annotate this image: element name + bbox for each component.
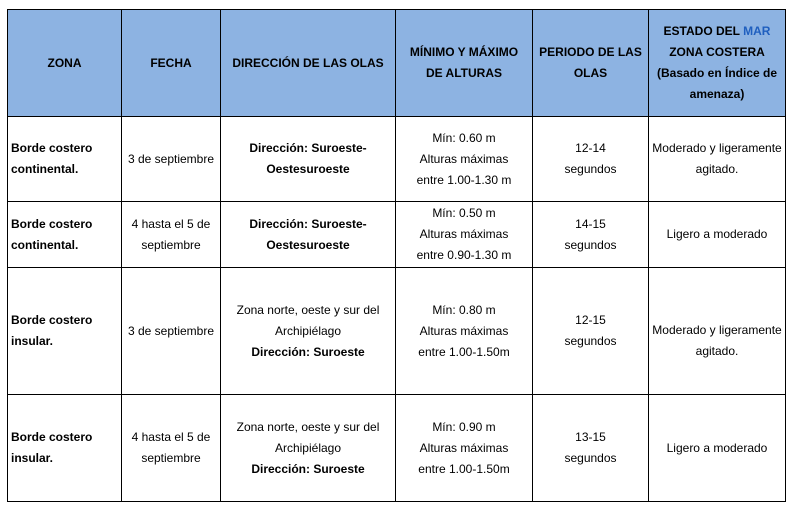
- header-estado-line1: [652, 21, 782, 42]
- alturas-line3: entre 1.00-1.50m: [418, 344, 510, 359]
- alturas-line2: Alturas máximas: [419, 227, 509, 241]
- zona-line2: insular.: [11, 451, 54, 465]
- periodo-cell: [533, 202, 649, 268]
- direccion-bold-line2: Oestesuroeste: [266, 162, 350, 176]
- header-alturas-line1: MÍNIMO Y MÁXIMO: [409, 45, 519, 59]
- direccion-line1: Zona norte, oeste y sur del: [236, 302, 380, 317]
- header-estado-accent: MAR: [743, 24, 771, 38]
- periodo-line2: segundos: [564, 237, 617, 252]
- direccion-bold-line2: Oestesuroeste: [266, 237, 350, 252]
- periodo-cell: [533, 117, 649, 202]
- estado-line1: Ligero a moderado: [666, 440, 768, 455]
- alturas-line2: Alturas máximas: [419, 323, 509, 338]
- direccion-cell: [221, 268, 396, 395]
- estado-line2: agitado.: [695, 162, 739, 176]
- estado-line1: Moderado y ligeramente: [652, 141, 782, 155]
- zona-line1: Borde costero: [11, 216, 93, 231]
- fecha-line1: 3 de septiembre: [127, 151, 215, 166]
- header-estado-line4: amenaza): [689, 87, 745, 101]
- header-estado-prefix: ESTADO DEL: [663, 24, 744, 38]
- alturas-line1: Mín: 0.50 m: [432, 206, 496, 220]
- direccion-line2: Archipiélago: [274, 440, 342, 455]
- alturas-line1: Mín: 0.80 m: [432, 302, 496, 317]
- header-direccion: DIRECCIÓN DE LAS OLAS: [221, 10, 396, 117]
- header-zona: ZONA: [8, 10, 122, 117]
- header-alturas: [396, 10, 533, 117]
- fecha-line2: septiembre: [141, 237, 201, 252]
- zona-line1: Borde costero: [11, 430, 93, 444]
- periodo-line1: 12-15: [575, 313, 606, 327]
- periodo-line1: 14-15: [575, 216, 606, 231]
- direccion-bold-line1: Dirección: Suroeste-: [249, 141, 367, 155]
- estado-line2: agitado.: [695, 344, 739, 358]
- alturas-line1: Mín: 0.60 m: [432, 130, 496, 145]
- estado-line1: Moderado y ligeramente: [652, 323, 782, 337]
- header-estado-line2: ZONA COSTERA: [669, 45, 765, 59]
- table-row: [8, 268, 786, 395]
- fecha-cell: [122, 268, 221, 395]
- periodo-cell: [533, 395, 649, 502]
- header-row: [8, 10, 786, 117]
- periodo-line1: 12-14: [575, 141, 606, 155]
- estado-line1: Ligero a moderado: [666, 227, 768, 241]
- estado-cell: [649, 268, 786, 395]
- fecha-cell: [122, 395, 221, 502]
- periodo-line1: 13-15: [575, 430, 606, 444]
- header-periodo: [533, 10, 649, 117]
- alturas-line1: Mín: 0.90 m: [432, 419, 496, 434]
- zona-cell: [8, 202, 122, 268]
- table-row: [8, 117, 786, 202]
- zona-line2: insular.: [11, 334, 54, 348]
- zona-cell: [8, 117, 122, 202]
- alturas-cell: [396, 202, 533, 268]
- table-row: [8, 202, 786, 268]
- alturas-cell: [396, 268, 533, 395]
- direccion-line1: Zona norte, oeste y sur del: [236, 419, 380, 434]
- header-fecha: FECHA: [122, 10, 221, 117]
- estado-cell: [649, 117, 786, 202]
- header-estado-line3: (Basado en Índice de: [656, 66, 778, 80]
- direccion-bold-line1: Dirección: Suroeste-: [249, 216, 367, 231]
- periodo-line2: segundos: [564, 162, 617, 176]
- marine-forecast-table: [7, 9, 786, 502]
- header-estado: [649, 10, 786, 117]
- zona-cell: [8, 268, 122, 395]
- zona-line2: continental.: [11, 162, 79, 176]
- alturas-line2: Alturas máximas: [419, 151, 509, 166]
- header-alturas-line2: DE ALTURAS: [426, 66, 502, 80]
- fecha-line1: 4 hasta el 5 de: [131, 430, 211, 444]
- periodo-cell: [533, 268, 649, 395]
- zona-cell: [8, 395, 122, 502]
- zona-line1: Borde costero: [11, 141, 93, 155]
- fecha-line1: 3 de septiembre: [127, 323, 215, 338]
- alturas-line3: entre 1.00-1.50m: [418, 461, 510, 476]
- estado-cell: [649, 395, 786, 502]
- alturas-line2: Alturas máximas: [419, 440, 509, 455]
- direccion-bold-line1: Dirección: Suroeste: [251, 461, 365, 476]
- direccion-bold-line1: Dirección: Suroeste: [251, 344, 365, 359]
- fecha-cell: [122, 117, 221, 202]
- zona-line1: Borde costero: [11, 313, 93, 327]
- alturas-cell: [396, 395, 533, 502]
- direccion-cell: [221, 202, 396, 268]
- alturas-line3: entre 0.90-1.30 m: [416, 248, 512, 262]
- periodo-line2: segundos: [564, 451, 617, 465]
- zona-line2: continental.: [11, 237, 79, 252]
- alturas-line3: entre 1.00-1.30 m: [416, 172, 512, 187]
- periodo-line2: segundos: [564, 334, 617, 348]
- direccion-line2: Archipiélago: [274, 323, 342, 338]
- table-row: [8, 395, 786, 502]
- estado-cell: [649, 202, 786, 268]
- header-periodo-line2: OLAS: [573, 66, 608, 80]
- fecha-line2: septiembre: [141, 451, 201, 465]
- fecha-cell: [122, 202, 221, 268]
- header-periodo-line1: PERIODO DE LAS: [539, 45, 642, 59]
- alturas-cell: [396, 117, 533, 202]
- direccion-cell: [221, 117, 396, 202]
- fecha-line1: 4 hasta el 5 de: [131, 216, 211, 231]
- direccion-cell: [221, 395, 396, 502]
